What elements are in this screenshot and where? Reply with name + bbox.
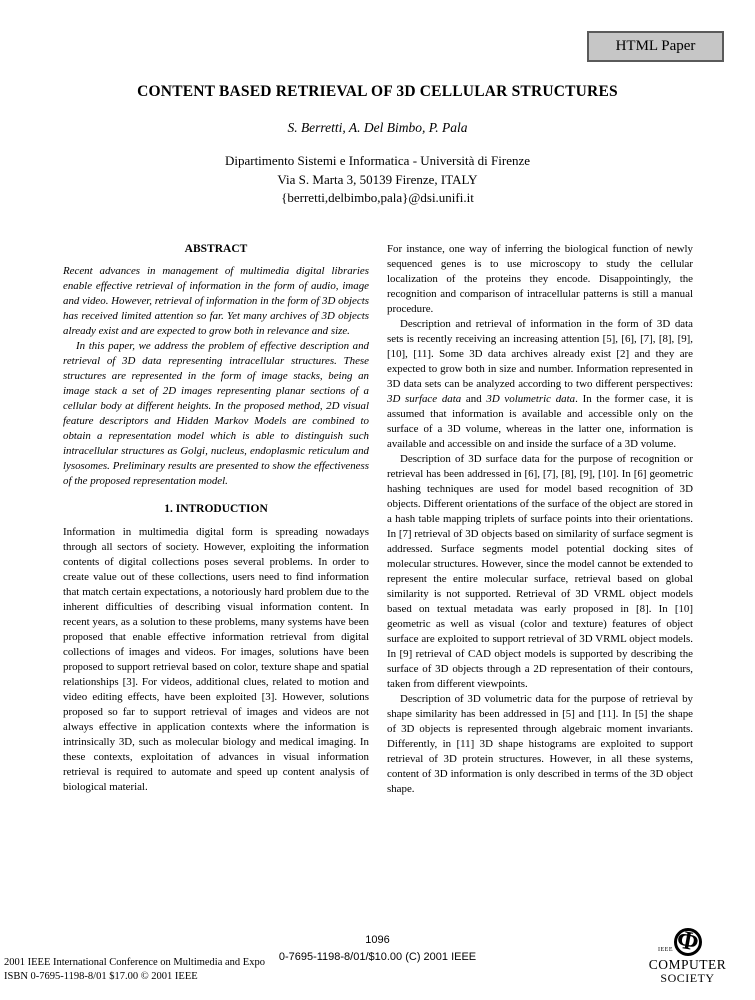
html-paper-badge-label: HTML Paper bbox=[615, 38, 696, 54]
logo-computer-label: COMPUTER bbox=[648, 957, 727, 972]
paper-affiliation bbox=[0, 152, 755, 208]
term-3d-surface-data: 3D surface data bbox=[387, 393, 462, 405]
paper-authors: S. Berretti, A. Del Bimbo, P. Pala bbox=[287, 120, 468, 135]
body-paragraph-1: For instance, one way of inferring the biological function of newly sequenced genes is to use microscopy to study the cellular localization of the proteins they encode. Disappointingly, the recognition and comparison of intracellular patterns is still a manual procedure. bbox=[387, 243, 693, 315]
footer-copyright-line: 0-7695-1198-8/01/$10.00 (C) 2001 IEEE bbox=[278, 951, 477, 963]
footer-conference-block bbox=[4, 956, 265, 983]
logo-ieee-label: IEEE bbox=[658, 947, 673, 953]
affiliation-email: {berretti,delbimbo,pala}@dsi.unifi.it bbox=[281, 190, 474, 205]
affiliation-address: Via S. Marta 3, 50139 Firenze, ITALY bbox=[277, 171, 478, 187]
abstract-paragraph-2: In this paper, we address the problem of effective description and retrieval of 3D data representing intracellular structures. These structures are represented in the form of image stacks, being an image stack a set of 2D images representing planar sections of a cellular body at different heights. In the proposed method, 2D visual feature descriptors and Hidden Markov Models are combined to obtain a representation model which is able to distinguish such intracellular structures as Golgi, nucleus, endoplasmic reticulum and lysosomes. Preliminary results are presented to show the effectiveness of the proposed representation model. bbox=[63, 340, 369, 487]
computer-society-phi-icon: Φ bbox=[674, 924, 702, 957]
abstract-heading: ABSTRACT bbox=[184, 243, 248, 255]
footer-isbn-line: ISBN 0-7695-1198-8/01 $17.00 © 2001 IEEE bbox=[4, 970, 198, 982]
body-paragraph-3: Description of 3D surface data for the purpose of recognition or retrieval has been addressed in [6], [7], [8], [9], [10]. In [6] geometric hashing techniques are used for model based recognition of 3D objects. Different orientations of the surface of the object are stored in a hash table mapping triplets of surface points into their orientations. In [7] retrieval of 3D objects based on similarity of surface segment is addressed. Surface segments model potential docking sites of molecular structures. However, since the model cannot be extended to represent the entire molecular surface, retrieval based on global similarity is not supported. Retrieval of 3D VRML object models based on textual metadata was early proposed in [8]. In [10] geometric as well as visual (color and texture) features of object surface are exploited to support retrieval of 3D VRML object models. In [9] retrieval of CAD object models is supported by describing the surface of 3D objects through a 2D representation of their contours, taken from different viewpoints. bbox=[387, 453, 693, 690]
introduction-heading: 1. INTRODUCTION bbox=[164, 503, 268, 515]
left-column bbox=[63, 242, 369, 795]
logo-society-label: SOCIETY bbox=[660, 971, 715, 985]
body-paragraph-2 bbox=[387, 317, 693, 452]
term-3d-volumetric-data: 3D volumetric data bbox=[486, 393, 576, 405]
body-paragraph-4: Description of 3D volumetric data for the purpose of retrieval by shape similarity has been addressed in [5] and [11]. In [5] the shape of 3D objects is represented through algebraic moment invariants. Differently, in [11] 3D shape histograms are exploited to support retrieval of 3D protein structures. However, in all these systems, content of 3D information is only described in terms of the 3D object shape. bbox=[387, 693, 693, 795]
ieee-computer-society-logo bbox=[645, 926, 730, 988]
footer-page-number: 1096 bbox=[365, 934, 390, 946]
body-paragraph-2-post: . In the former case, it is assumed that information is available and accessible only on the surface of a 3D volume, whereas in the latter one, information is available and accessible on and inside the surface of a 3D volume. bbox=[387, 393, 693, 450]
affiliation-department: Dipartimento Sistemi e Informatica - Università di Firenze bbox=[224, 153, 531, 168]
body-paragraph-2-mid: and bbox=[461, 393, 487, 405]
introduction-paragraph: Information in multimedia digital form is spreading nowadays through all sectors of society. However, exploiting the information contents of digital collections poses several problems. In order to create value out of these collections, users need to find information that match certain expectations, a notoriously hard problem due to the inherent difficulties of describing visual information content. In recent years, as a solution to these problems, many systems have been proposed that enable effective information retrieval from digital collections of images and videos. For images, solutions have been proposed to support retrieval based on color, texture shape and spatial relationships [3]. For videos, additional clues, related to motion and video editing effects, have been exploited [3]. However, solutions proposed so far to support retrieval of images and videos are not always effective in application contexts where the information is intrinsically 3D, such as molecular biology and medical imaging. In these contexts, exploitation of advances in visual information retrieval is required to automate and speed up content analysis of biological material. bbox=[63, 526, 369, 793]
html-paper-badge[interactable] bbox=[587, 31, 724, 62]
right-column bbox=[387, 242, 693, 797]
footer-conference-line: 2001 IEEE International Conference on Multimedia and Expo bbox=[4, 957, 265, 968]
abstract-paragraph-1: Recent advances in management of multimedia digital libraries enable effective retrieval of information in the form of audio, image and video. However, retrieval of information in the form of 3D objects has received limited attention so far. Yet many archives of 3D objects already exist and are expected to grow both in relevance and size. bbox=[63, 265, 369, 337]
body-paragraph-2-pre: Description and retrieval of information in the form of 3D data sets is recently receiving an increasing attention [5], [6], [7], [8], [9], [10], [11]. Some 3D data archives already exist [2] and they are expected to grow both in size and number. Information represented in 3D data sets can be analyzed according to two different perspectives: bbox=[387, 318, 693, 390]
paper-title: CONTENT BASED RETRIEVAL OF 3D CELLULAR STRUCTURES bbox=[137, 83, 618, 100]
